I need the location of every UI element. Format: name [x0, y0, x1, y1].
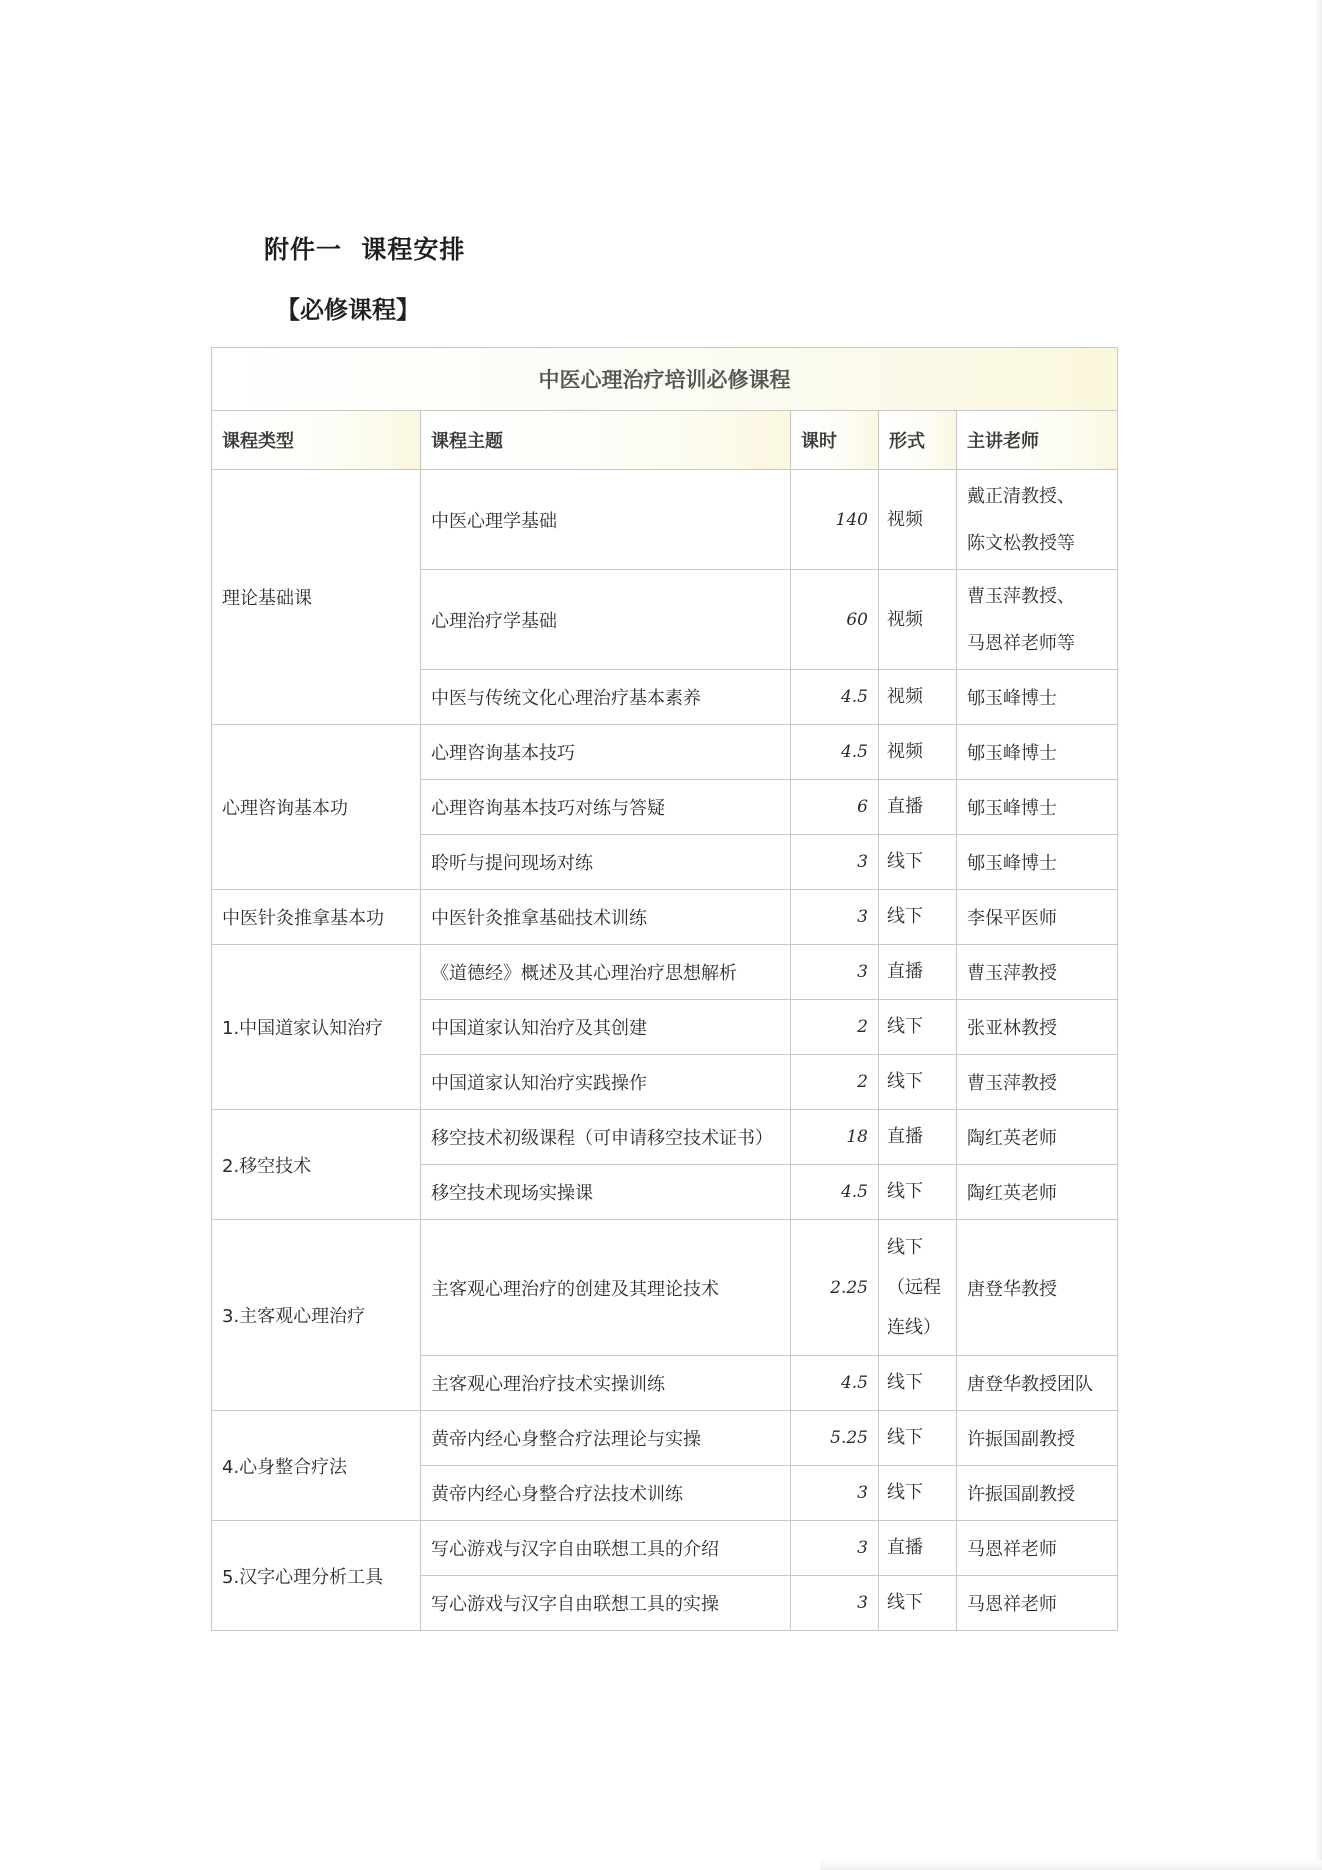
category-cell: 理论基础课: [212, 470, 421, 725]
topic-cell: 中医心理学基础: [421, 470, 791, 570]
table-row: [212, 725, 1118, 780]
format-cell: 线下: [879, 1356, 957, 1411]
teacher-cell: [957, 570, 1118, 670]
hours-cell: 4.5: [791, 725, 879, 780]
topic-cell: 心理治疗学基础: [421, 570, 791, 670]
header-teacher: 主讲老师: [957, 411, 1118, 470]
format-cell: 直播: [879, 780, 957, 835]
topic-cell: 中国道家认知治疗及其创建: [421, 1000, 791, 1055]
category-cell: 中医针灸推拿基本功: [212, 890, 421, 945]
table-title: 中医心理治疗培训必修课程: [212, 348, 1118, 411]
topic-cell: 主客观心理治疗的创建及其理论技术: [421, 1220, 791, 1356]
hours-cell: 3: [791, 890, 879, 945]
teacher-cell: 许振国副教授: [957, 1411, 1118, 1466]
hours-cell: 2: [791, 1055, 879, 1110]
topic-cell: 写心游戏与汉字自由联想工具的介绍: [421, 1521, 791, 1576]
category-cell: 心理咨询基本功: [212, 725, 421, 890]
table-row: [212, 1521, 1118, 1576]
teacher-cell: 郇玉峰博士: [957, 670, 1118, 725]
format-cell: 线下: [879, 1466, 957, 1521]
hours-cell: 3: [791, 1466, 879, 1521]
scan-edge-shadow: [1314, 0, 1322, 1870]
teacher-cell: 李保平医师: [957, 890, 1118, 945]
format-cell: 视频: [879, 670, 957, 725]
format-cell: 线下: [879, 1411, 957, 1466]
format-cell: 线下: [879, 890, 957, 945]
teacher-cell: 曹玉萍教授: [957, 945, 1118, 1000]
topic-cell: 写心游戏与汉字自由联想工具的实操: [421, 1576, 791, 1631]
topic-cell: 心理咨询基本技巧对练与答疑: [421, 780, 791, 835]
scan-bottom-shadow: [820, 1860, 1322, 1870]
format-line: （远程: [887, 1276, 941, 1298]
format-line: 线下: [887, 1236, 923, 1258]
format-cell: 视频: [879, 725, 957, 780]
teacher-line: 戴正清教授、: [967, 485, 1075, 507]
hours-cell: 6: [791, 780, 879, 835]
format-cell: 线下: [879, 1165, 957, 1220]
course-table-container: [211, 347, 1117, 1631]
format-cell: [879, 1220, 957, 1356]
table-header-row: [212, 411, 1118, 470]
topic-cell: 聆听与提问现场对练: [421, 835, 791, 890]
format-cell: 直播: [879, 1110, 957, 1165]
category-cell: 3.主客观心理治疗: [212, 1220, 421, 1411]
topic-cell: 黄帝内经心身整合疗法技术训练: [421, 1466, 791, 1521]
category-cell: 5.汉字心理分析工具: [212, 1521, 421, 1631]
hours-cell: 18: [791, 1110, 879, 1165]
teacher-cell: 张亚林教授: [957, 1000, 1118, 1055]
category-cell: 1.中国道家认知治疗: [212, 945, 421, 1110]
teacher-line: 马恩祥老师等: [967, 632, 1075, 654]
hours-cell: 3: [791, 945, 879, 1000]
topic-cell: 心理咨询基本技巧: [421, 725, 791, 780]
topic-cell: 中医针灸推拿基础技术训练: [421, 890, 791, 945]
category-cell: 2.移空技术: [212, 1110, 421, 1220]
hours-cell: 4.5: [791, 670, 879, 725]
table-row: [212, 470, 1118, 570]
header-category: 课程类型: [212, 411, 421, 470]
hours-cell: 3: [791, 1576, 879, 1631]
teacher-cell: 郇玉峰博士: [957, 835, 1118, 890]
teacher-cell: [957, 470, 1118, 570]
format-cell: 线下: [879, 1000, 957, 1055]
topic-cell: 主客观心理治疗技术实操训练: [421, 1356, 791, 1411]
teacher-cell: 唐登华教授团队: [957, 1356, 1118, 1411]
hours-cell: 3: [791, 835, 879, 890]
hours-cell: 4.5: [791, 1356, 879, 1411]
hours-cell: 2: [791, 1000, 879, 1055]
teacher-cell: 马恩祥老师: [957, 1576, 1118, 1631]
teacher-line: 曹玉萍教授、: [967, 585, 1075, 607]
hours-cell: 4.5: [791, 1165, 879, 1220]
page-heading: 附件一 课程安排: [264, 235, 466, 264]
format-cell: 直播: [879, 945, 957, 1000]
teacher-line: 陈文松教授等: [967, 532, 1075, 554]
course-table: [211, 347, 1118, 1631]
table-row: [212, 890, 1118, 945]
format-cell: 线下: [879, 835, 957, 890]
header-topic: 课程主题: [421, 411, 791, 470]
topic-cell: 中国道家认知治疗实践操作: [421, 1055, 791, 1110]
topic-cell: 移空技术现场实操课: [421, 1165, 791, 1220]
teacher-cell: 马恩祥老师: [957, 1521, 1118, 1576]
topic-cell: 移空技术初级课程（可申请移空技术证书）: [421, 1110, 791, 1165]
format-cell: 线下: [879, 1055, 957, 1110]
teacher-cell: 郇玉峰博士: [957, 780, 1118, 835]
teacher-cell: 唐登华教授: [957, 1220, 1118, 1356]
header-format: 形式: [879, 411, 957, 470]
hours-cell: 140: [791, 470, 879, 570]
table-row: [212, 1220, 1118, 1356]
topic-cell: 黄帝内经心身整合疗法理论与实操: [421, 1411, 791, 1466]
format-cell: 视频: [879, 470, 957, 570]
teacher-cell: 陶红英老师: [957, 1110, 1118, 1165]
table-title-row: [212, 348, 1118, 411]
category-cell: 4.心身整合疗法: [212, 1411, 421, 1521]
teacher-cell: 曹玉萍教授: [957, 1055, 1118, 1110]
hours-cell: 5.25: [791, 1411, 879, 1466]
format-cell: 线下: [879, 1576, 957, 1631]
format-line: 连线）: [887, 1316, 941, 1338]
teacher-cell: 郇玉峰博士: [957, 725, 1118, 780]
table-row: [212, 945, 1118, 1000]
table-row: [212, 1110, 1118, 1165]
format-cell: 直播: [879, 1521, 957, 1576]
table-row: [212, 1411, 1118, 1466]
section-heading: 【必修课程】: [276, 296, 420, 324]
teacher-cell: 陶红英老师: [957, 1165, 1118, 1220]
header-hours: 课时: [791, 411, 879, 470]
hours-cell: 60: [791, 570, 879, 670]
hours-cell: 2.25: [791, 1220, 879, 1356]
format-cell: 视频: [879, 570, 957, 670]
hours-cell: 3: [791, 1521, 879, 1576]
topic-cell: 《道德经》概述及其心理治疗思想解析: [421, 945, 791, 1000]
topic-cell: 中医与传统文化心理治疗基本素养: [421, 670, 791, 725]
teacher-cell: 许振国副教授: [957, 1466, 1118, 1521]
